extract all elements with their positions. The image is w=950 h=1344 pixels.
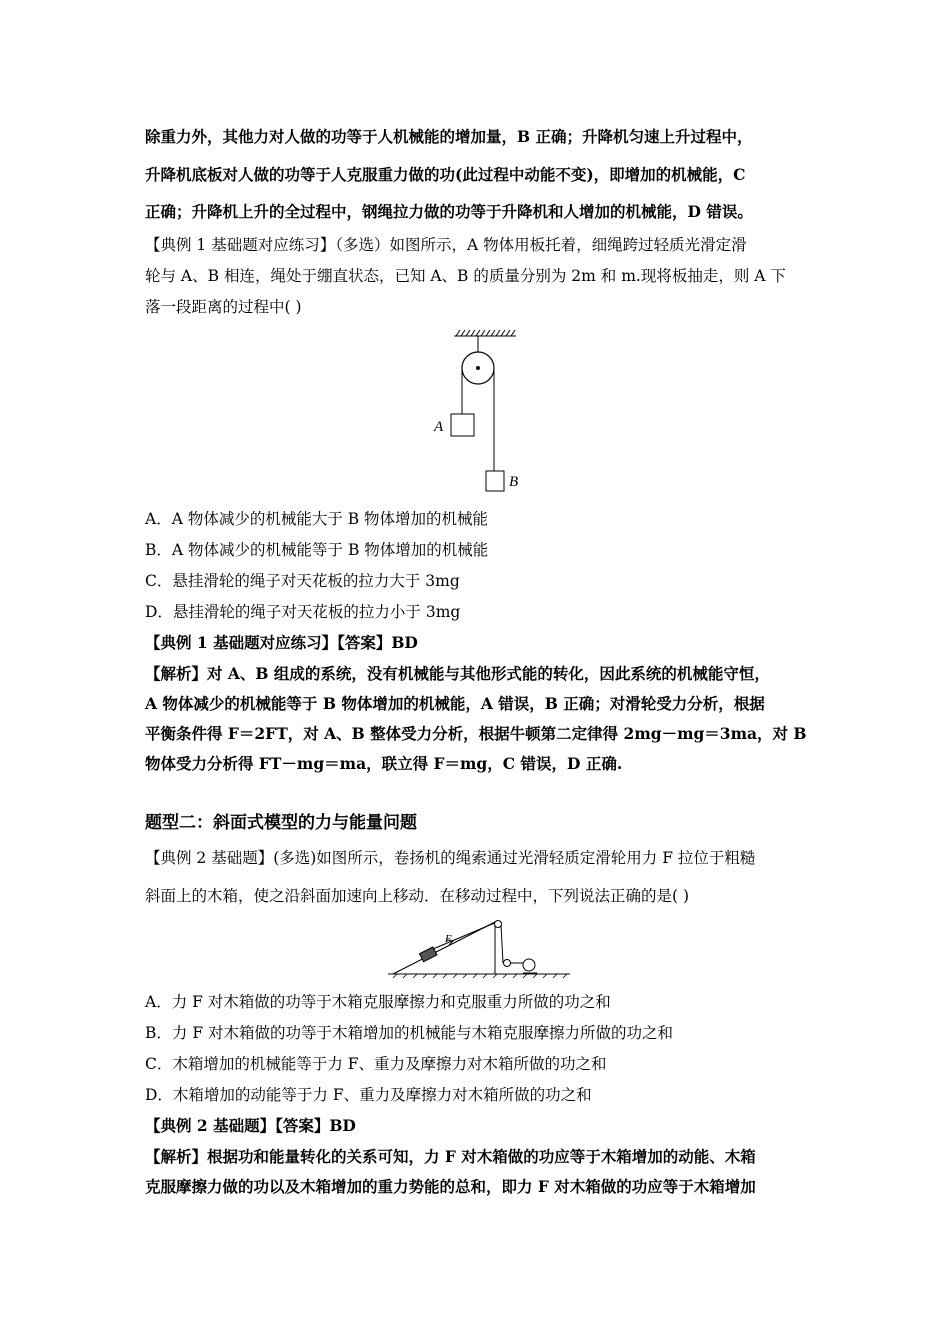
example1-analysis-line-3: 平衡条件得 F＝2FT，对 A、B 整体受力分析，根据牛顿第二定律得 2mg－mg＝3ma，对 B — [145, 724, 807, 743]
example2-answer: 【典例 2 基础题】【答案】BD — [145, 1116, 356, 1135]
example1-analysis-line-1: 【解析】对 A、B 组成的系统，没有机械能与其他形式能的转化，因此系统的机械能守恒， — [145, 664, 770, 683]
label-f: F — [445, 933, 452, 945]
example1-answer: 【典例 1 基础题对应练习】【答案】BD — [145, 633, 418, 652]
pulley-axle — [476, 366, 480, 370]
incline-figure — [385, 915, 575, 980]
fixed-pulley — [495, 921, 502, 928]
example1-analysis-line-4: 物体受力分析得 FT－mg＝ma，联立得 F＝mg，C 错误，D 正确. — [145, 754, 623, 773]
carryover-line-2: 升降机底板对人做的功等于人克服重力做的功(此过程中动能不变)，即增加的机械能，C — [145, 165, 746, 184]
example1-option-c: C．悬挂滑轮的绳子对天花板的拉力大于 3mg — [145, 572, 460, 590]
example2-analysis-line-2: 克服摩擦力做的功以及木箱增加的重力势能的总和，即力 F 对木箱做的功应等于木箱增加 — [145, 1177, 756, 1196]
example2-question-line-2: 斜面上的木箱，使之沿斜面加速向上移动．在移动过程中，下列说法正确的是( ) — [145, 887, 690, 905]
label-b: B — [509, 474, 519, 490]
example2-option-a: A．力 F 对木箱做的功等于木箱克服摩擦力和克服重力所做的功之和 — [145, 993, 611, 1011]
rope-down — [501, 925, 503, 963]
example2-option-d: D．木箱增加的动能等于力 F、重力及摩擦力对木箱所做的功之和 — [145, 1086, 592, 1104]
example1-analysis-line-2: A 物体减少的机械能等于 B 物体增加的机械能，A 错误，B 正确；对滑轮受力分析，根据 — [145, 694, 765, 713]
lower-pulley — [504, 960, 511, 967]
carryover-line-3: 正确；升降机上升的全过程中，钢绳拉力做的功等于升降机和人增加的机械能，D 错误。 — [145, 202, 753, 221]
example1-option-b: B．A 物体减少的机械能等于 B 物体增加的机械能 — [145, 541, 489, 559]
example1-question-line-3: 落一段距离的过程中( ) — [145, 298, 302, 316]
example1-question-line-1: 【典例 1 基础题对应练习】（多选）如图所示，A 物体用板托着，细绳跨过轻质光滑定滑 — [145, 236, 747, 254]
winch-drum — [523, 959, 535, 971]
example2-question-line-1: 【典例 2 基础题】(多选)如图所示，卷扬机的绳索通过光滑轻质定滑轮用力 F 拉位于粗糙 — [145, 849, 756, 867]
example1-option-a: A．A 物体减少的机械能大于 B 物体增加的机械能 — [145, 510, 489, 528]
pulley-figure — [420, 325, 530, 495]
example1-option-d: D．悬挂滑轮的绳子对天花板的拉力小于 3mg — [145, 603, 461, 621]
example2-analysis-line-1: 【解析】根据功和能量转化的关系可知，力 F 对木箱做的功应等于木箱增加的动能、木箱 — [145, 1147, 756, 1166]
carryover-line-1: 除重力外，其他力对人做的功等于人机械能的增加量，B 正确；升降机匀速上升过程中， — [145, 127, 753, 146]
label-a: A — [434, 419, 444, 435]
block-a — [451, 414, 474, 436]
block-b — [486, 471, 504, 491]
ground-hatch — [393, 974, 567, 978]
section-heading: 题型二：斜面式模型的力与能量问题 — [145, 813, 417, 833]
example2-option-b: B．力 F 对木箱做的功等于木箱增加的机械能与木箱克服摩擦力所做的功之和 — [145, 1024, 674, 1042]
ceiling-hatch — [454, 330, 516, 336]
example1-question-line-2: 轮与 A、B 相连，绳处于绷直状态，已知 A、B 的质量分别为 2m 和 m.现将板抽走，则 A 下 — [145, 267, 786, 285]
example2-option-c: C．木箱增加的机械能等于力 F、重力及摩擦力对木箱所做的功之和 — [145, 1055, 607, 1073]
